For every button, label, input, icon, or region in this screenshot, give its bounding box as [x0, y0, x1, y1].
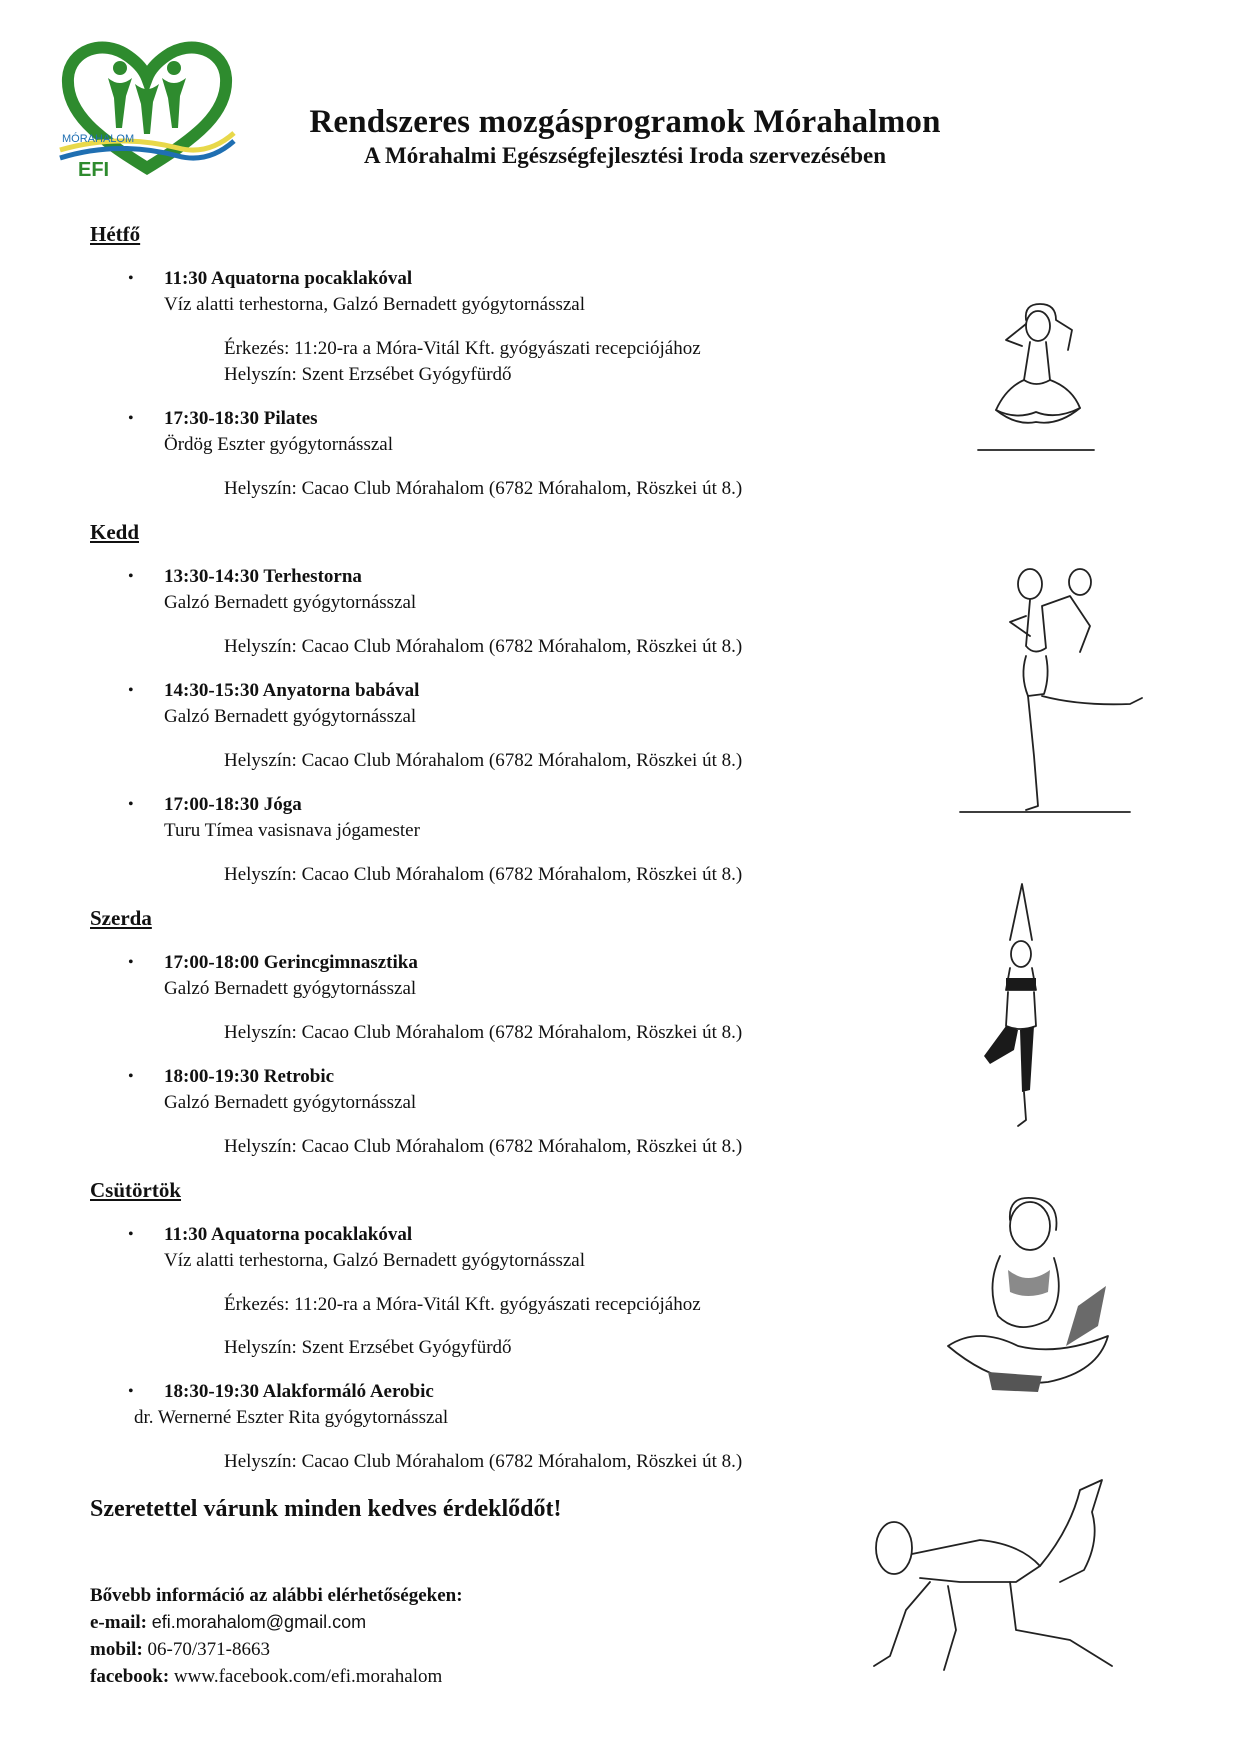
facebook-link[interactable]: www.facebook.com/efi.morahalom: [173, 1666, 443, 1687]
program-info: Helyszín: Cacao Club Mórahalom (6782 Mórahalom, Röszkei út 8.): [224, 1136, 743, 1157]
program-info: Helyszín: Cacao Club Mórahalom (6782 Mórahalom, Röszkei út 8.): [224, 636, 743, 657]
tree-pose-figure-illustration: [970, 880, 1070, 1140]
mother-baby-figure-illustration: [930, 556, 1150, 816]
program-title: 17:30-18:30 Pilates: [164, 408, 318, 429]
closing-message: Szeretettel várunk minden kedves érdeklődőt!: [90, 1496, 562, 1522]
bullet: •: [128, 682, 134, 699]
bullet: •: [128, 1226, 134, 1243]
program-info: Helyszín: Cacao Club Mórahalom (6782 Mórahalom, Röszkei út 8.): [224, 1022, 743, 1043]
day-heading-wednesday: Szerda: [90, 906, 152, 930]
program-teacher: Turu Tímea vasisnava jógamester: [164, 820, 420, 841]
mobile-label: mobil:: [90, 1639, 143, 1660]
day-heading-thursday: Csütörtök: [90, 1178, 182, 1202]
program-info: Helyszín: Cacao Club Mórahalom (6782 Mórahalom, Röszkei út 8.): [224, 478, 743, 499]
day-heading-monday: Hétfő: [90, 222, 141, 246]
program-title: 17:00-18:30 Jóga: [164, 794, 302, 815]
program-item: [122, 266, 585, 318]
program-info: Helyszín: Cacao Club Mórahalom (6782 Mórahalom, Röszkei út 8.): [224, 750, 743, 771]
kneeling-kickback-figure-illustration: [860, 1470, 1140, 1690]
heart-logo-icon: [58, 38, 236, 178]
program-item: [122, 1379, 448, 1431]
program-item: [122, 678, 419, 730]
pilates-figure-illustration: [976, 300, 1096, 460]
program-teacher: Galzó Bernadett gyógytornásszal: [164, 978, 417, 999]
bullet: •: [128, 1068, 134, 1085]
program-item: [122, 1064, 416, 1116]
program-item: [122, 792, 420, 844]
program-title: 17:00-18:00 Gerincgimnasztika: [164, 952, 418, 973]
bullet: •: [128, 796, 134, 813]
program-item: [122, 950, 418, 1002]
contact-heading: Bővebb információ az alábbi elérhetőségeken:: [90, 1585, 463, 1606]
program-teacher: Víz alatti terhestorna, Galzó Bernadett gyógytornásszal: [164, 294, 586, 315]
program-item: [122, 1222, 585, 1274]
program-title: 13:30-14:30 Terhestorna: [164, 566, 362, 587]
page-subtitle: A Mórahalmi Egészségfejlesztési Iroda szervezésében: [363, 143, 887, 168]
program-item: [122, 564, 416, 616]
program-teacher: Ördög Eszter gyógytornásszal: [164, 434, 393, 455]
program-title: 18:30-19:30 Alakformáló Aerobic: [164, 1381, 434, 1402]
program-item: [122, 406, 393, 458]
bullet: •: [128, 568, 134, 585]
logo-main-text: EFI: [78, 159, 110, 178]
email-link[interactable]: efi.morahalom@gmail.com: [151, 1612, 367, 1632]
program-info: Érkezés: 11:20-ra a Móra-Vitál Kft. gyógyászati recepciójához: [224, 338, 701, 359]
program-teacher: Galzó Bernadett gyógytornásszal: [164, 592, 417, 613]
pregnant-sitting-figure-illustration: [938, 1196, 1118, 1406]
program-title: 11:30 Aquatorna pocaklakóval: [164, 268, 413, 289]
program-info: Helyszín: Cacao Club Mórahalom (6782 Mórahalom, Röszkei út 8.): [224, 1451, 743, 1472]
email-label: e-mail:: [90, 1612, 147, 1633]
program-teacher: Galzó Bernadett gyógytornásszal: [164, 706, 417, 727]
bullet: •: [128, 410, 134, 427]
program-title: 14:30-15:30 Anyatorna babával: [164, 680, 420, 701]
program-info: Helyszín: Cacao Club Mórahalom (6782 Mórahalom, Röszkei út 8.): [224, 864, 743, 885]
program-info: Helyszín: Szent Erzsébet Gyógyfürdő: [224, 1337, 512, 1358]
program-info: Érkezés: 11:20-ra a Móra-Vitál Kft. gyógyászati recepciójához: [224, 1294, 701, 1315]
facebook-label: facebook:: [90, 1666, 170, 1687]
page-title: Rendszeres mozgásprogramok Mórahalmon: [309, 104, 941, 140]
program-title: 11:30 Aquatorna pocaklakóval: [164, 1224, 413, 1245]
logo-arc-text: MÓRAHALOM: [62, 133, 135, 145]
header: [240, 104, 1010, 169]
efi-logo: [58, 38, 236, 178]
bullet: •: [128, 954, 134, 971]
mobile-number: 06-70/371-8663: [147, 1639, 270, 1660]
program-teacher: Víz alatti terhestorna, Galzó Bernadett gyógytornásszal: [164, 1250, 586, 1271]
program-teacher: Galzó Bernadett gyógytornásszal: [164, 1092, 417, 1113]
program-title: 18:00-19:30 Retrobic: [164, 1066, 335, 1087]
contact-block: [90, 1582, 463, 1690]
program-teacher: dr. Wernerné Eszter Rita gyógytornásszal: [134, 1407, 449, 1428]
program-info: Helyszín: Szent Erzsébet Gyógyfürdő: [224, 364, 512, 385]
bullet: •: [128, 1383, 134, 1400]
bullet: •: [128, 270, 134, 287]
day-heading-tuesday: Kedd: [90, 520, 140, 544]
